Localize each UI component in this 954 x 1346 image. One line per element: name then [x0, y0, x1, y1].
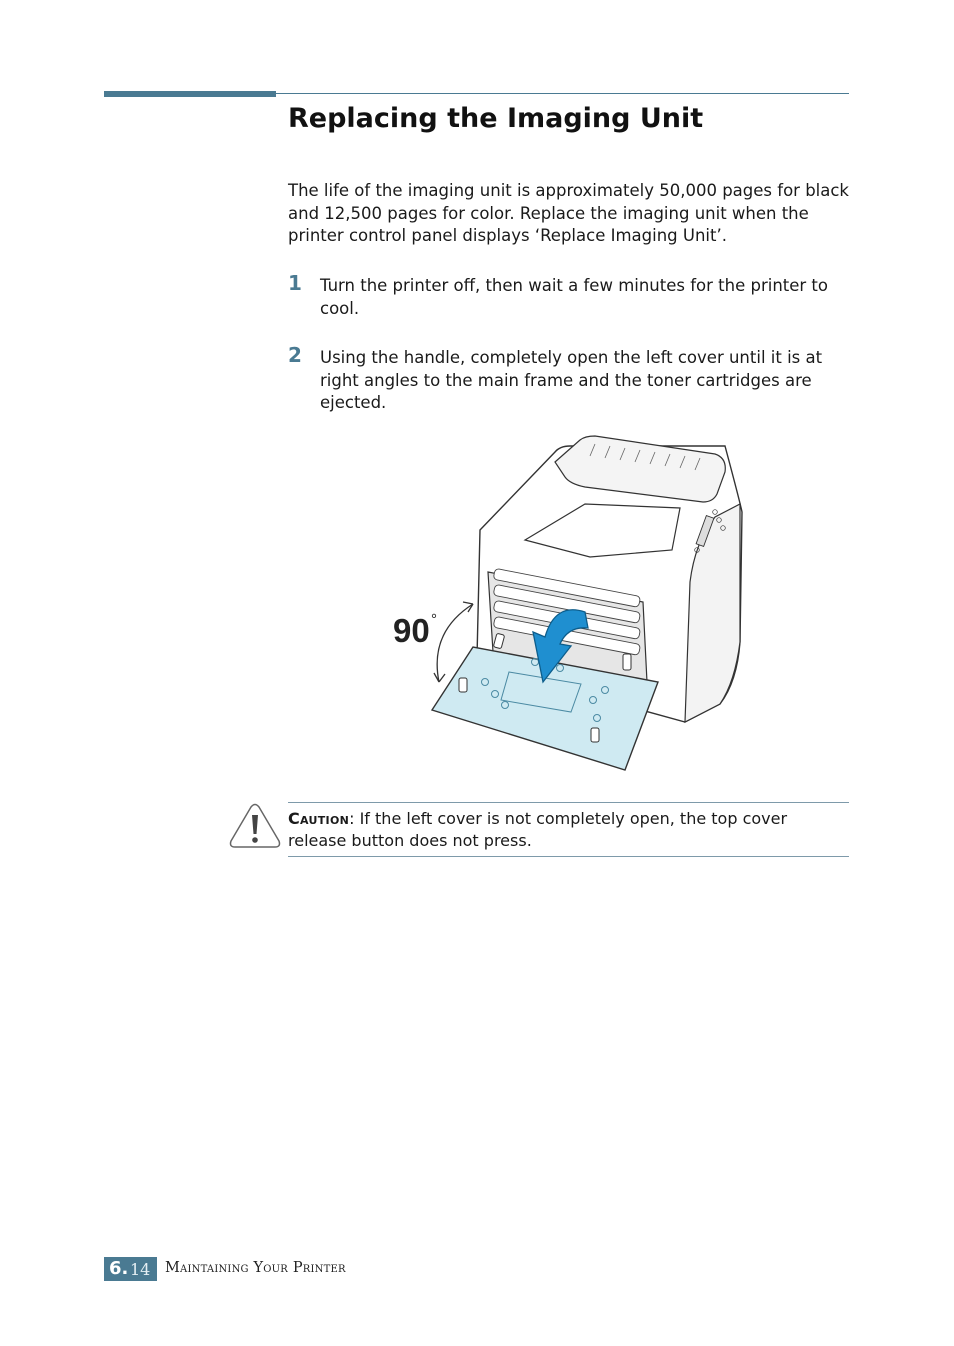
angle-arrowhead-bottom: [434, 673, 445, 682]
step-2: [288, 343, 853, 415]
intro-paragraph: The life of the imaging unit is approximately 50,000 pages for black and 12,500 pages for color. Replace the imaging unit when the printer control panel displays ‘Replace Imaging Unit’.: [288, 181, 849, 245]
caution-bottom-rule: [288, 856, 849, 857]
footer-chapter-title: Maintaining Your Printer: [165, 1260, 346, 1276]
degree-symbol: °: [431, 611, 437, 628]
header-rule-thick: [104, 91, 276, 97]
header-rule-thin: [276, 93, 849, 94]
step-text: Turn the printer off, then wait a few minutes for the printer to cool.: [320, 276, 828, 318]
caution-top-rule: [288, 802, 849, 803]
page-title: Replacing the Imaging Unit: [288, 103, 704, 134]
caution-label: Caution: [288, 809, 350, 828]
printer-left-cover-illustration: [385, 432, 750, 777]
step-text: Using the handle, completely open the left cover until it is at right angles to the main frame and the toner cartridges are ejected.: [320, 348, 823, 412]
chapter-number: 6.: [109, 1258, 129, 1279]
page-number: 14: [130, 1260, 151, 1279]
step-number: 1: [288, 271, 302, 295]
step-number: 2: [288, 343, 302, 367]
page-number-badge: [104, 1257, 157, 1281]
caution-text: : If the left cover is not completely open, the top cover release button does not press.: [288, 809, 788, 850]
angle-label: 90: [393, 612, 430, 649]
caution-note: [288, 808, 849, 851]
caution-icon: [229, 803, 281, 849]
step-1: [288, 271, 853, 320]
